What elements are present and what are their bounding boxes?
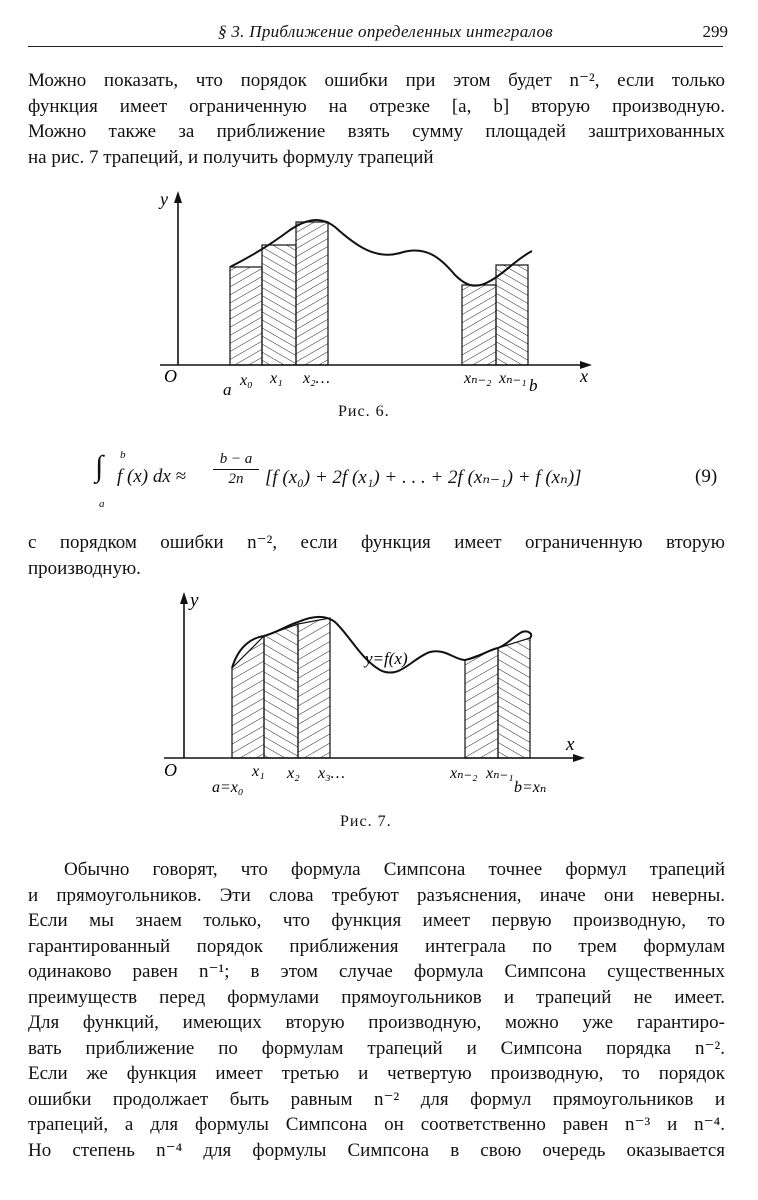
tick-b: b <box>529 376 538 395</box>
rectangles-left <box>230 222 328 365</box>
text-line: одинаково равен n⁻¹; в этом случае формула Симпсона существенных <box>28 961 725 982</box>
text-line: трапеций, а для формулы Симпсона он соответственно равен n⁻³ и n⁻⁴. <box>28 1114 725 1135</box>
origin-label: O <box>164 366 177 386</box>
text-line: вать приближение по формулам трапеций и Симпсона порядка n⁻². <box>28 1037 725 1059</box>
paragraph-3 <box>28 857 725 1163</box>
paragraph-2 <box>28 530 725 581</box>
bracket-sum: [f (x₀) + 2f (x₁) + . . . + 2f (xₙ₋₁) + f (xₙ)] <box>265 467 582 488</box>
figure-7-diagram <box>150 588 600 808</box>
tick-x2: x₂ <box>287 765 300 782</box>
lower-limit: a <box>99 498 105 510</box>
integral-sign: ∫ <box>95 450 104 483</box>
tick-x2: x₂… <box>303 370 330 387</box>
text-line: преимуществ перед формулами прямоугольников и трапеций не имеет. <box>28 986 725 1008</box>
text-line: Обычно говорят, что формула Симпсона точнее формул трапеций <box>64 859 725 880</box>
paragraph-1 <box>28 68 725 170</box>
header-rule <box>28 46 723 47</box>
x-axis-label: x <box>566 734 575 755</box>
tick-a: a=x₀ <box>212 779 244 796</box>
text-line: Можно показать, что порядок ошибки при этом будет n⁻², если только <box>28 70 725 91</box>
trapezoids-right <box>465 638 530 758</box>
tick-x0: x₀ <box>240 372 253 389</box>
running-title: § 3. Приближение определенных интегралов <box>218 22 553 41</box>
tick-xn2: xₙ₋₂ <box>464 370 492 387</box>
trapezoids-left <box>232 618 330 758</box>
x-axis-label: x <box>580 366 588 386</box>
origin-label: O <box>164 760 177 780</box>
tick-x3: x₃… <box>318 765 345 782</box>
tick-xn1: xₙ₋₁ <box>486 765 514 782</box>
tick-b: b=xₙ <box>514 779 547 796</box>
tick-a: a <box>223 380 232 399</box>
text-line: на рис. 7 трапеций, и получить формулу трапеций <box>28 146 434 168</box>
tick-xn2: xₙ₋₂ <box>450 765 478 782</box>
upper-limit: b <box>120 449 126 461</box>
integrand: f (x) dx ≈ <box>117 466 186 487</box>
y-axis-arrow <box>174 191 182 203</box>
tick-xn1: xₙ₋₁ <box>499 370 527 387</box>
text-line: гарантированный порядок приближения интеграла по трем формулам <box>28 935 725 957</box>
text-line: Можно также за приближение взять сумму площадей заштрихованных <box>28 121 725 142</box>
text-line: Но степень n⁻⁴ для формулы Симпсона в свою очередь оказывается <box>28 1139 725 1161</box>
rectangles-right <box>462 265 528 365</box>
text-line: Если же функция имеет третью и четвертую производную, то порядок <box>28 1063 725 1084</box>
tick-x1: x₁ <box>252 763 265 780</box>
figure-7-caption: Рис. 7. <box>340 813 392 830</box>
curve-label: y=f(x) <box>365 649 408 668</box>
fraction <box>213 451 259 488</box>
text-line: и прямоугольников. Эти слова требуют разъяснения, иначе они неверны. <box>28 884 725 906</box>
text-line: Для функций, имеющих вторую производную, можно уже гарантиро- <box>28 1012 725 1033</box>
running-header <box>28 20 728 46</box>
figure-6-diagram <box>140 185 610 415</box>
y-axis-label: y <box>160 189 168 209</box>
fraction-numerator: b − a <box>213 451 259 470</box>
y-axis-label: y <box>190 590 199 611</box>
fraction-denominator: 2n <box>228 471 244 487</box>
page-number: 299 <box>702 22 728 41</box>
x-axis-arrow <box>573 754 585 762</box>
text-line: производную. <box>28 557 141 579</box>
text-line: с порядком ошибки n⁻², если функция имеет ограниченную вторую <box>28 532 725 553</box>
figure-6-caption: Рис. 6. <box>338 403 390 420</box>
text-line: ошибки продолжает быть равным n⁻² для формул прямоугольников и <box>28 1088 725 1110</box>
formula-9 <box>95 446 725 516</box>
y-axis-arrow <box>180 592 188 604</box>
text-line: функция имеет ограниченную на отрезке [a, b] вторую производную. <box>28 95 725 117</box>
equation-number: (9) <box>695 466 718 487</box>
text-line: Если мы знаем только, что функция имеет первую производную, то <box>28 910 725 931</box>
tick-x1: x₁ <box>270 370 283 387</box>
